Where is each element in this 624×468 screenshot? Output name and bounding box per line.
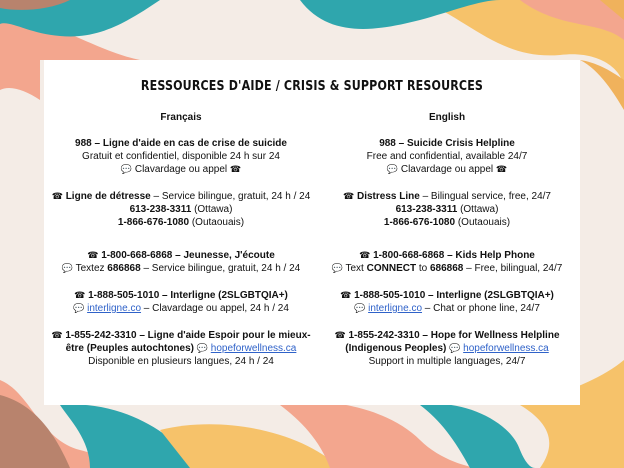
resources-card: [44, 60, 580, 405]
en-hope-link[interactable]: hopeforwellness.ca: [463, 343, 549, 354]
french-heading: Français: [160, 112, 202, 123]
chat-icon: 💬: [196, 343, 208, 353]
phone-icon: ☎: [495, 164, 508, 174]
fr-distress-line: [50, 190, 312, 229]
en-distress-title: Distress Line: [357, 191, 420, 202]
en-kids-help: [316, 249, 578, 275]
brown-wave-bottom-left: [0, 395, 70, 468]
en-distress-phone-outaouais: 1-866-676-1080: [383, 217, 456, 228]
fr-hope-wellness: [50, 329, 312, 368]
phone-icon: ☎: [51, 191, 63, 201]
en-kids-connect: CONNECT: [366, 263, 417, 274]
en-distress-place-ottawa: (Ottawa): [457, 204, 499, 215]
phone-icon: ☎: [359, 250, 371, 260]
fr-distress-desc: – Service bilingue, gratuit, 24 h / 24: [150, 191, 311, 202]
phone-icon: ☎: [229, 164, 242, 174]
fr-suicide-desc: Gratuit et confidentiel, disponible 24 h sur 24: [82, 151, 280, 162]
english-heading: English: [428, 112, 466, 123]
fr-interligne-post: – Clavardage ou appel, 24 h / 24: [141, 303, 289, 314]
en-distress-desc: – Bilingual service, free, 24/7: [419, 191, 551, 202]
fr-kids-post: – Service bilingue, gratuit, 24 h / 24: [140, 263, 301, 274]
chat-icon: 💬: [73, 303, 85, 313]
en-hope-title: 1-855-242-3310 – Hope for Wellness Helpline (Indigenous Peoples): [345, 330, 560, 354]
phone-icon: ☎: [74, 290, 86, 300]
chat-icon: 💬: [354, 303, 366, 313]
fr-hope-desc: Disponible en plusieurs langues, 24 h / 24: [88, 356, 274, 367]
fr-interligne-title: 1-888-505-1010 – Interligne (2SLGBTQIA+): [88, 290, 288, 301]
fr-distress-phone-outaouais: 1-866-676-1080: [117, 217, 190, 228]
phone-icon: ☎: [340, 290, 352, 300]
chat-icon: 💬: [61, 263, 73, 273]
chat-icon: 💬: [449, 343, 461, 353]
en-distress-place-outaouais: (Outaouais): [455, 217, 511, 228]
fr-kids-title: 1-800-668-6868 – Jeunesse, J'écoute: [101, 250, 275, 261]
phone-icon: ☎: [87, 250, 99, 260]
en-suicide-chat: Clavardage ou appel: [400, 164, 494, 175]
en-hope-wellness: [316, 329, 578, 368]
fr-distress-phone-ottawa: 613-238-3311: [129, 204, 192, 215]
fr-hope-title: 1-855-242-3310 – Ligne d'aide Espoir pour le mieux-être (Peuples autochtones): [65, 330, 311, 354]
phone-icon: ☎: [334, 330, 346, 340]
en-kids-title: 1-800-668-6868 – Kids Help Phone: [373, 250, 535, 261]
fr-suicide-helpline: [50, 137, 312, 176]
page-title: RESSOURCES D'AIDE / CRISIS & SUPPORT RESOURCES: [140, 78, 484, 94]
en-interligne-title: 1-888-505-1010 – Interligne (2SLGBTQIA+): [354, 290, 554, 301]
en-interligne-post: – Chat or phone line, 24/7: [422, 303, 540, 314]
phone-icon: ☎: [51, 330, 63, 340]
en-kids-pre: Text: [345, 263, 367, 274]
en-kids-mid: to: [416, 263, 430, 274]
fr-kids-help: [50, 249, 312, 275]
en-interligne-link[interactable]: interligne.co: [368, 303, 423, 314]
chat-icon: 💬: [120, 164, 133, 174]
french-column: [50, 112, 312, 368]
en-hope-desc: Support in multiple languages, 24/7: [368, 356, 526, 367]
fr-suicide-title: 988 – Ligne d'aide en cas de crise de suicide: [75, 138, 287, 149]
fr-interligne: [50, 289, 312, 315]
en-suicide-title: 988 – Suicide Crisis Helpline: [379, 138, 515, 149]
en-kids-code: 686868: [429, 263, 464, 274]
en-distress-phone-ottawa: 613-238-3311: [395, 204, 458, 215]
en-suicide-desc: Free and confidential, available 24/7: [366, 151, 528, 162]
fr-suicide-chat: Clavardage ou appel: [134, 164, 228, 175]
en-kids-post: – Free, bilingual, 24/7: [463, 263, 563, 274]
en-interligne: [316, 289, 578, 315]
fr-hope-link[interactable]: hopeforwellness.ca: [210, 343, 297, 354]
phone-icon: ☎: [343, 191, 355, 201]
en-distress-line: [316, 190, 578, 229]
chat-icon: 💬: [331, 263, 343, 273]
fr-distress-place-outaouais: (Outaouais): [189, 217, 245, 228]
english-column: [316, 112, 578, 368]
fr-kids-code: 686868: [107, 263, 141, 274]
chat-icon: 💬: [386, 164, 399, 174]
fr-distress-place-ottawa: (Ottawa): [191, 204, 233, 215]
en-suicide-helpline: [316, 137, 578, 176]
fr-distress-title: Ligne de détresse: [65, 191, 151, 202]
fr-kids-pre: Textez: [75, 263, 108, 274]
fr-interligne-link[interactable]: interligne.co: [87, 303, 142, 314]
